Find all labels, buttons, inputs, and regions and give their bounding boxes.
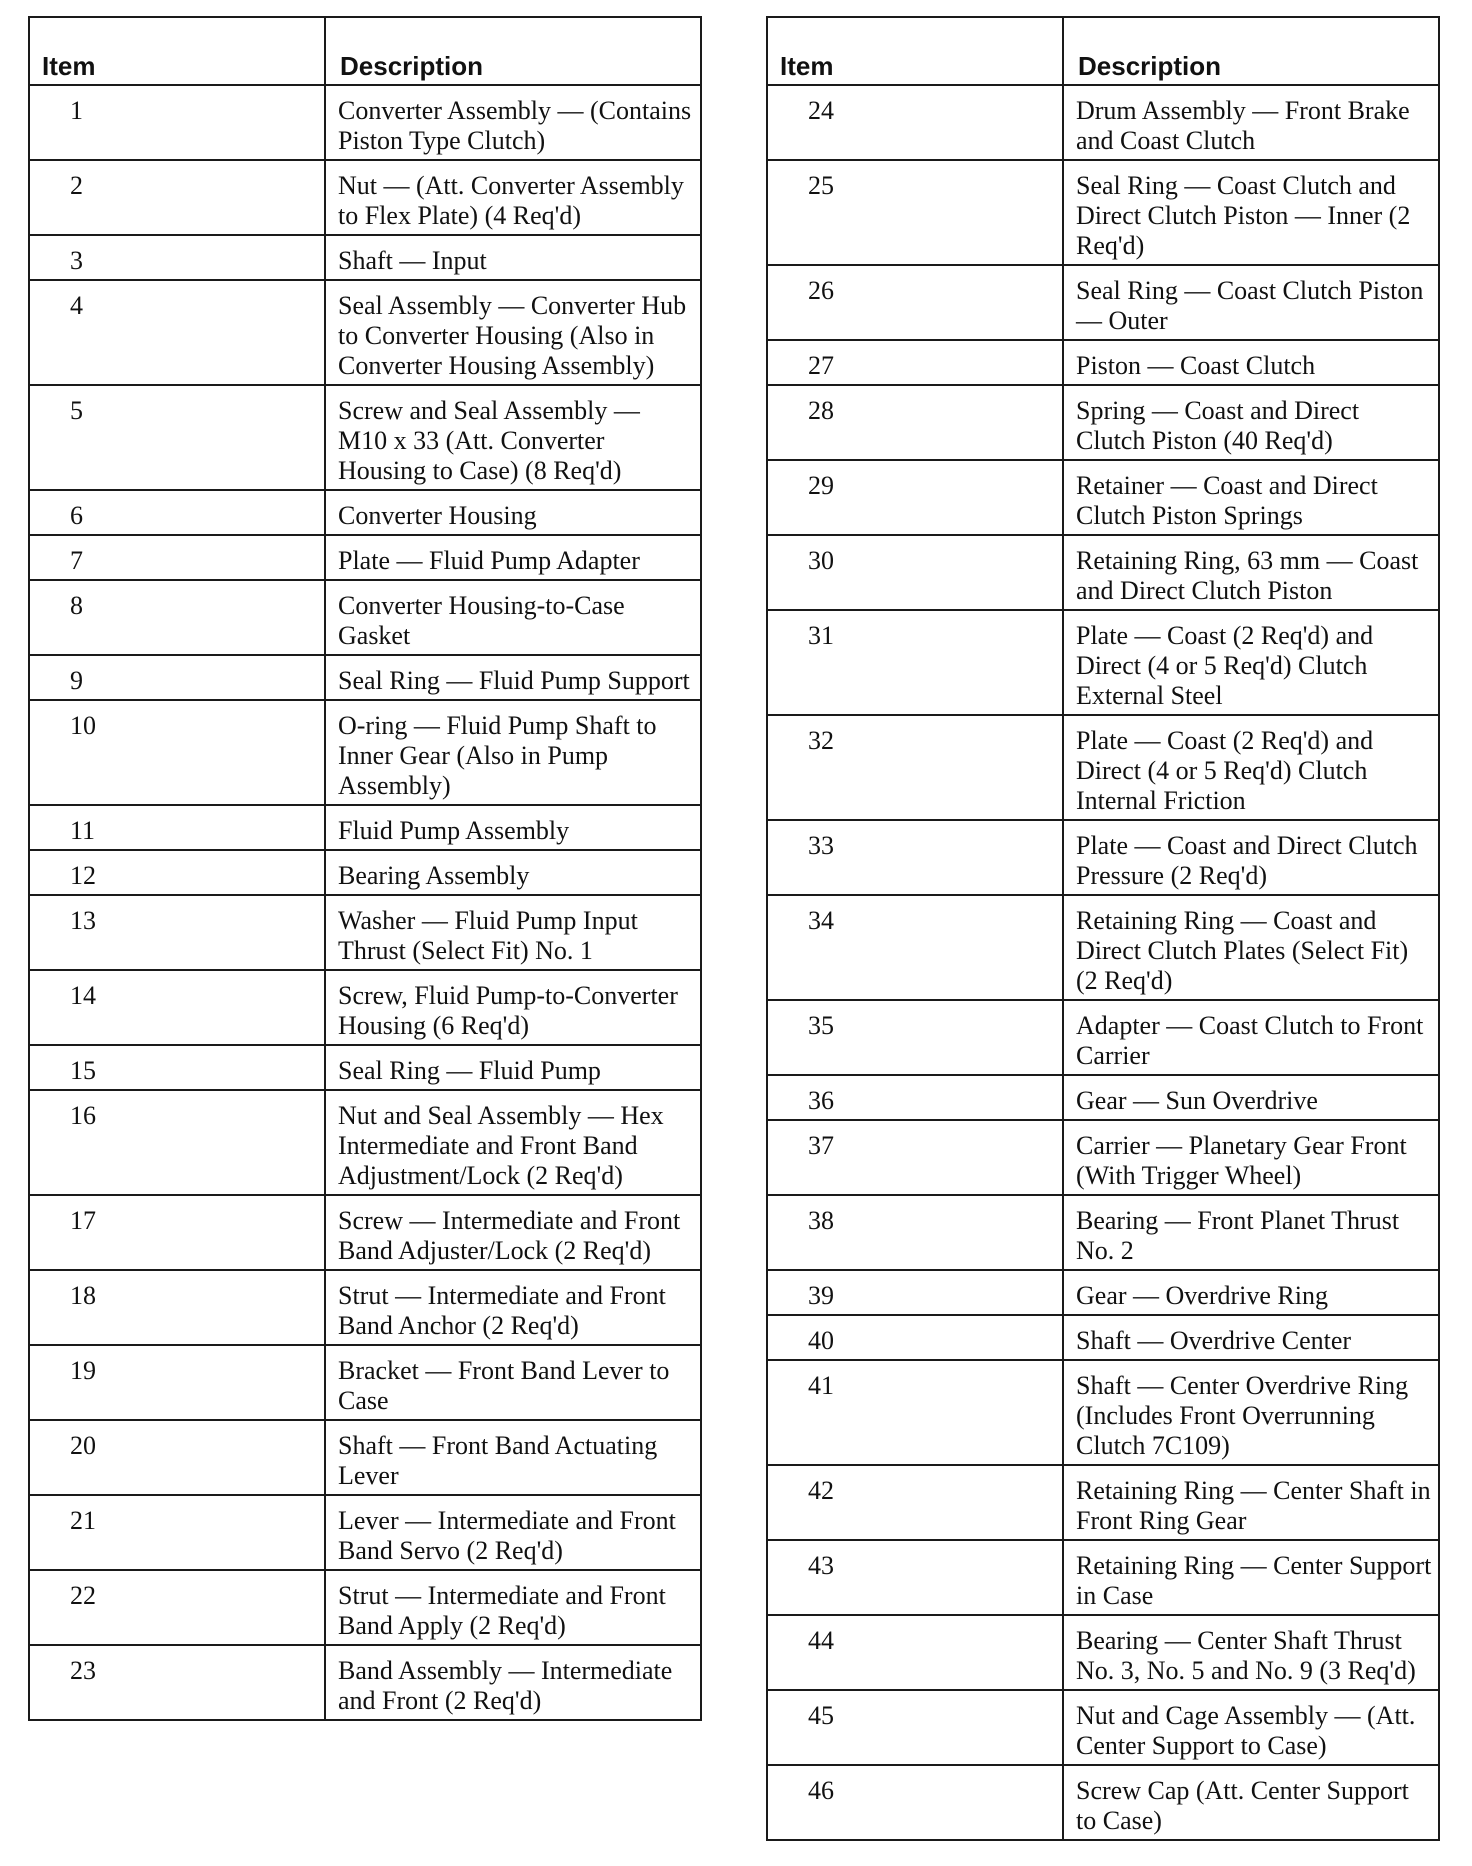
table-row (29, 1090, 701, 1195)
table-row (767, 1690, 1439, 1765)
item-number: 4 (29, 280, 325, 385)
table-row (29, 235, 701, 280)
item-description: Plate — Fluid Pump Adapter (325, 535, 701, 580)
item-number: 3 (29, 235, 325, 280)
item-number: 30 (767, 535, 1063, 610)
table-row (767, 1540, 1439, 1615)
item-description: Gear — Sun Overdrive (1063, 1075, 1439, 1120)
item-description: Shaft — Overdrive Center (1063, 1315, 1439, 1360)
item-description: Seal Ring — Fluid Pump Support (325, 655, 701, 700)
item-description: Adapter — Coast Clutch to Front Carrier (1063, 1000, 1439, 1075)
item-description: Screw and Seal Assembly — M10 x 33 (Att. Converter Housing to Case) (8 Req'd) (325, 385, 701, 490)
table-row (767, 160, 1439, 265)
table-row (767, 610, 1439, 715)
item-description: Retaining Ring — Coast and Direct Clutch Plates (Select Fit) (2 Req'd) (1063, 895, 1439, 1000)
table-row (29, 850, 701, 895)
table-row (29, 970, 701, 1045)
table-row (767, 1000, 1439, 1075)
item-number: 6 (29, 490, 325, 535)
item-description: Seal Ring — Fluid Pump (325, 1045, 701, 1090)
item-column-header: Item (29, 17, 325, 85)
item-number: 16 (29, 1090, 325, 1195)
table-row (29, 1270, 701, 1345)
table-row (29, 805, 701, 850)
table-row (767, 715, 1439, 820)
item-description: Retaining Ring — Center Support in Case (1063, 1540, 1439, 1615)
item-description: Bearing — Front Planet Thrust No. 2 (1063, 1195, 1439, 1270)
item-column-header: Item (767, 17, 1063, 85)
item-number: 28 (767, 385, 1063, 460)
item-number: 26 (767, 265, 1063, 340)
item-description: Spring — Coast and Direct Clutch Piston (40 Req'd) (1063, 385, 1439, 460)
item-number: 20 (29, 1420, 325, 1495)
item-description: Screw, Fluid Pump-to-Converter Housing (6 Req'd) (325, 970, 701, 1045)
item-description: Seal Assembly — Converter Hub to Converter Housing (Also in Converter Housing Assembly) (325, 280, 701, 385)
item-description: Washer — Fluid Pump Input Thrust (Select Fit) No. 1 (325, 895, 701, 970)
item-description: Plate — Coast (2 Req'd) and Direct (4 or 5 Req'd) Clutch Internal Friction (1063, 715, 1439, 820)
table-row (29, 1570, 701, 1645)
item-number: 35 (767, 1000, 1063, 1075)
table-row (767, 820, 1439, 895)
table-row (767, 1315, 1439, 1360)
item-description: Shaft — Input (325, 235, 701, 280)
item-number: 12 (29, 850, 325, 895)
item-description: Retaining Ring, 63 mm — Coast and Direct Clutch Piston (1063, 535, 1439, 610)
item-number: 9 (29, 655, 325, 700)
table-row (29, 655, 701, 700)
item-number: 7 (29, 535, 325, 580)
item-number: 42 (767, 1465, 1063, 1540)
item-description: Fluid Pump Assembly (325, 805, 701, 850)
item-number: 32 (767, 715, 1063, 820)
table-row (767, 1075, 1439, 1120)
item-number: 34 (767, 895, 1063, 1000)
parts-table-left (28, 16, 702, 1721)
table-row (767, 1465, 1439, 1540)
item-description: Strut — Intermediate and Front Band Apply (2 Req'd) (325, 1570, 701, 1645)
item-description: Band Assembly — Intermediate and Front (2 Req'd) (325, 1645, 701, 1720)
item-number: 23 (29, 1645, 325, 1720)
item-number: 22 (29, 1570, 325, 1645)
item-number: 15 (29, 1045, 325, 1090)
table-row (767, 1195, 1439, 1270)
item-number: 37 (767, 1120, 1063, 1195)
item-number: 14 (29, 970, 325, 1045)
item-number: 27 (767, 340, 1063, 385)
item-description: Screw — Intermediate and Front Band Adjuster/Lock (2 Req'd) (325, 1195, 701, 1270)
item-number: 41 (767, 1360, 1063, 1465)
item-number: 8 (29, 580, 325, 655)
parts-table-right (766, 16, 1440, 1841)
item-description: Retaining Ring — Center Shaft in Front Ring Gear (1063, 1465, 1439, 1540)
table-row (29, 1345, 701, 1420)
table-row (767, 340, 1439, 385)
header-row (29, 17, 701, 85)
table-row (29, 85, 701, 160)
item-number: 2 (29, 160, 325, 235)
table-row (29, 1045, 701, 1090)
table-row (29, 895, 701, 970)
item-number: 5 (29, 385, 325, 490)
item-description: Plate — Coast (2 Req'd) and Direct (4 or 5 Req'd) Clutch External Steel (1063, 610, 1439, 715)
item-number: 24 (767, 85, 1063, 160)
table-row (767, 895, 1439, 1000)
item-description: Seal Ring — Coast Clutch and Direct Clutch Piston — Inner (2 Req'd) (1063, 160, 1439, 265)
item-number: 43 (767, 1540, 1063, 1615)
item-number: 38 (767, 1195, 1063, 1270)
header-row (767, 17, 1439, 85)
table-row (29, 580, 701, 655)
item-description: Gear — Overdrive Ring (1063, 1270, 1439, 1315)
item-description: Retainer — Coast and Direct Clutch Piston Springs (1063, 460, 1439, 535)
table-row (29, 490, 701, 535)
item-number: 31 (767, 610, 1063, 715)
table-row (767, 265, 1439, 340)
table-row (767, 535, 1439, 610)
table-row (29, 160, 701, 235)
parts-list-left (29, 85, 701, 1720)
item-number: 1 (29, 85, 325, 160)
item-number: 40 (767, 1315, 1063, 1360)
item-description: Carrier — Planetary Gear Front (With Trigger Wheel) (1063, 1120, 1439, 1195)
item-description: Screw Cap (Att. Center Support to Case) (1063, 1765, 1439, 1840)
item-number: 39 (767, 1270, 1063, 1315)
item-description: Plate — Coast and Direct Clutch Pressure (2 Req'd) (1063, 820, 1439, 895)
table-row (29, 385, 701, 490)
item-description: O-ring — Fluid Pump Shaft to Inner Gear (Also in Pump Assembly) (325, 700, 701, 805)
table-row (767, 1270, 1439, 1315)
table-row (767, 1615, 1439, 1690)
item-number: 19 (29, 1345, 325, 1420)
item-description: Drum Assembly — Front Brake and Coast Clutch (1063, 85, 1439, 160)
table-row (29, 535, 701, 580)
item-description: Converter Assembly — (Contains Piston Type Clutch) (325, 85, 701, 160)
item-description: Bearing Assembly (325, 850, 701, 895)
item-number: 17 (29, 1195, 325, 1270)
description-column-header: Description (325, 17, 701, 85)
table-row (29, 1645, 701, 1720)
item-description: Bracket — Front Band Lever to Case (325, 1345, 701, 1420)
table-row (767, 1360, 1439, 1465)
item-number: 11 (29, 805, 325, 850)
table-row (29, 1195, 701, 1270)
item-number: 33 (767, 820, 1063, 895)
item-number: 25 (767, 160, 1063, 265)
item-description: Shaft — Center Overdrive Ring (Includes Front Overrunning Clutch 7C109) (1063, 1360, 1439, 1465)
item-description: Strut — Intermediate and Front Band Anchor (2 Req'd) (325, 1270, 701, 1345)
item-number: 46 (767, 1765, 1063, 1840)
description-column-header: Description (1063, 17, 1439, 85)
table-row (767, 385, 1439, 460)
item-description: Seal Ring — Coast Clutch Piston — Outer (1063, 265, 1439, 340)
item-number: 44 (767, 1615, 1063, 1690)
table-row (29, 280, 701, 385)
item-description: Nut — (Att. Converter Assembly to Flex Plate) (4 Req'd) (325, 160, 701, 235)
item-number: 36 (767, 1075, 1063, 1120)
table-row (767, 460, 1439, 535)
item-number: 18 (29, 1270, 325, 1345)
item-description: Nut and Cage Assembly — (Att. Center Support to Case) (1063, 1690, 1439, 1765)
item-description: Bearing — Center Shaft Thrust No. 3, No. 5 and No. 9 (3 Req'd) (1063, 1615, 1439, 1690)
item-number: 10 (29, 700, 325, 805)
item-description: Nut and Seal Assembly — Hex Intermediate and Front Band Adjustment/Lock (2 Req'd) (325, 1090, 701, 1195)
item-number: 29 (767, 460, 1063, 535)
item-description: Piston — Coast Clutch (1063, 340, 1439, 385)
item-number: 13 (29, 895, 325, 970)
table-row (767, 1765, 1439, 1840)
item-description: Converter Housing (325, 490, 701, 535)
table-row (29, 1495, 701, 1570)
item-number: 45 (767, 1690, 1063, 1765)
item-description: Lever — Intermediate and Front Band Servo (2 Req'd) (325, 1495, 701, 1570)
table-row (767, 1120, 1439, 1195)
parts-list-right (767, 85, 1439, 1840)
item-number: 21 (29, 1495, 325, 1570)
item-description: Shaft — Front Band Actuating Lever (325, 1420, 701, 1495)
table-row (29, 700, 701, 805)
item-description: Converter Housing-to-Case Gasket (325, 580, 701, 655)
table-row (767, 85, 1439, 160)
table-row (29, 1420, 701, 1495)
